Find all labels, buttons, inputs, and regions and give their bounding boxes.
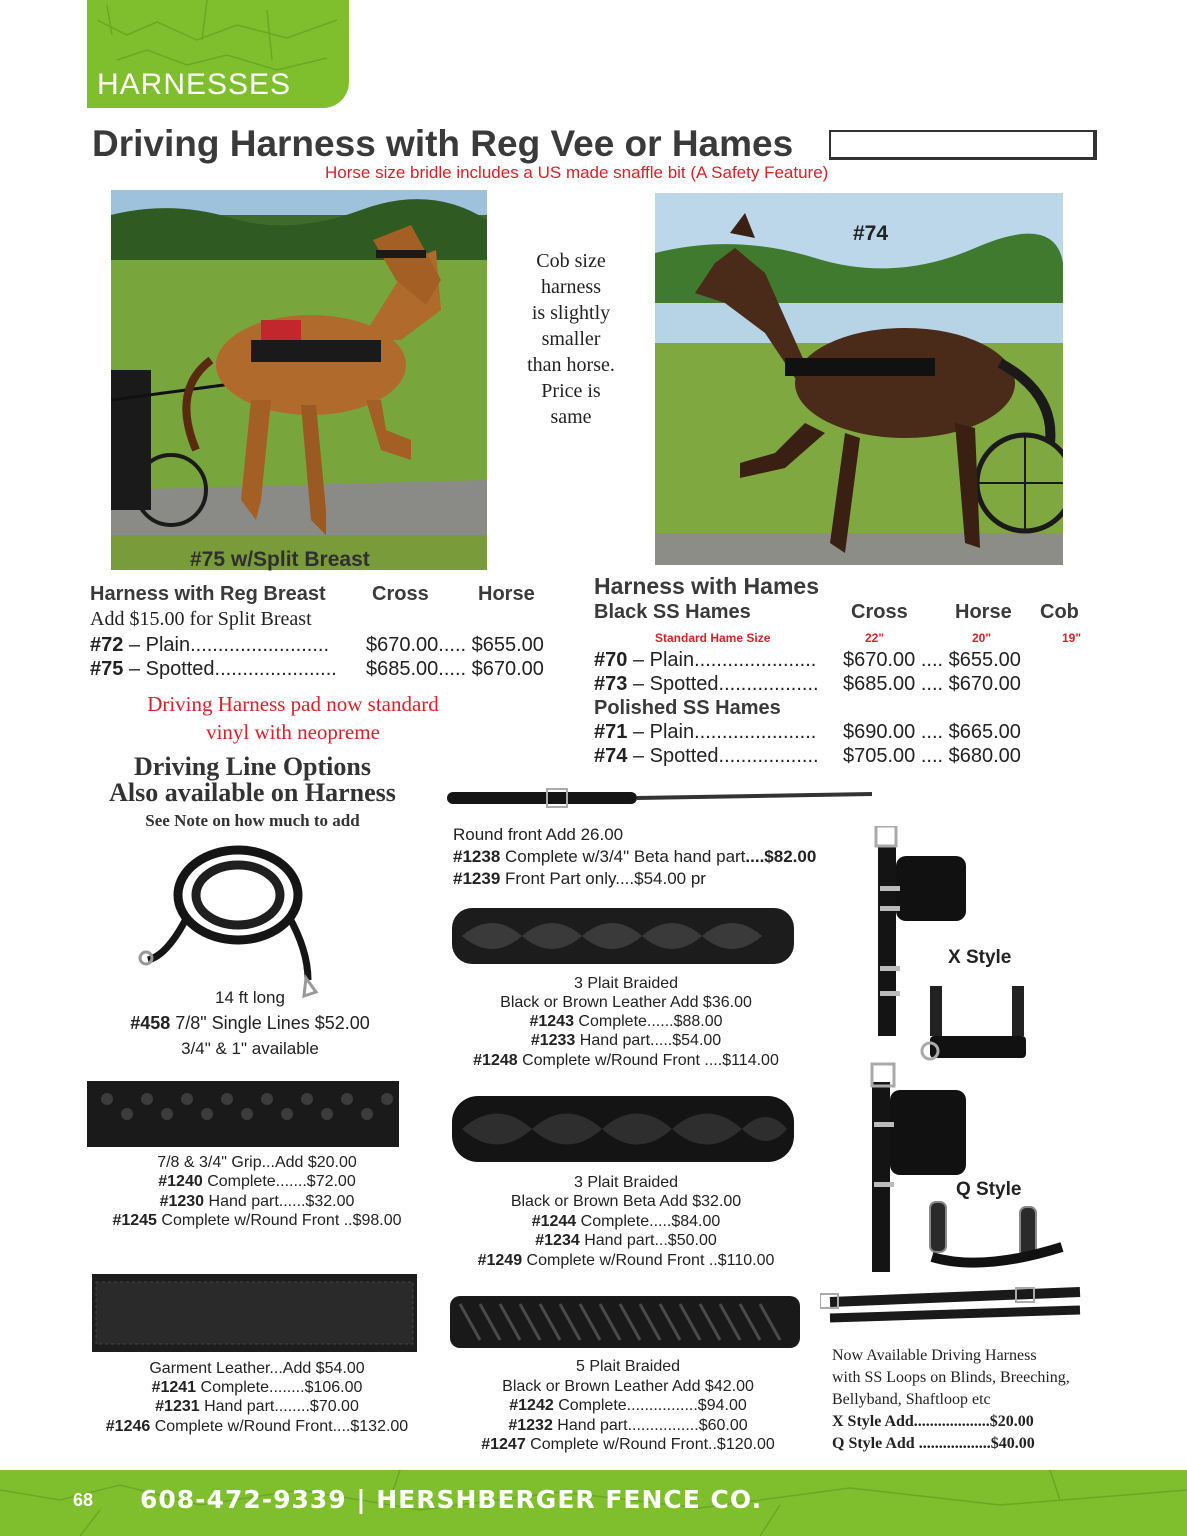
q-style-add-price: Q Style Add ..................$40.00 xyxy=(832,1435,1035,1452)
item-desc: – Plain...................... xyxy=(627,721,817,743)
item-number: #1233 xyxy=(530,1032,576,1049)
page-title: Driving Harness with Reg Vee or Hames xyxy=(92,123,794,164)
ss-loops-note xyxy=(832,1345,1070,1455)
item-desc: Complete w/Round Front....$132.00 xyxy=(150,1418,409,1435)
braid-leather-title: 3 Plait Braided xyxy=(573,975,679,992)
ss-loops-line: with SS Loops on Blinds, Breeching, xyxy=(832,1369,1070,1386)
item-number: #1244 xyxy=(531,1213,577,1230)
title-box xyxy=(829,130,1097,160)
braid-3-beta-image xyxy=(452,1090,794,1168)
line-options-subtitle: Also available on Harness xyxy=(109,778,396,807)
item-desc: – Spotted...................... xyxy=(123,658,337,680)
item-prices: $685.00..... $670.00 xyxy=(366,658,544,680)
item-number: #1249 xyxy=(477,1252,523,1269)
polished-hames-subheading: Polished SS Hames xyxy=(594,697,781,719)
item-row xyxy=(452,1013,800,1031)
item-row xyxy=(87,1398,427,1416)
item-number: #72 xyxy=(90,634,124,656)
item-number: #1243 xyxy=(529,1013,574,1030)
item-number: #1245 xyxy=(112,1212,157,1229)
grip-rein-image xyxy=(87,1079,399,1149)
item-number: #1238 xyxy=(453,847,501,866)
category-label: HARNESSES xyxy=(97,68,292,101)
hame-size-horse: 20" xyxy=(972,631,992,645)
item-desc: Hand part........$70.00 xyxy=(199,1398,359,1415)
braid5-sub: Black or Brown Leather Add $42.00 xyxy=(502,1378,754,1395)
item-desc: – Spotted.................. xyxy=(627,745,819,767)
item-number: #1239 xyxy=(453,869,501,888)
item-row xyxy=(87,1379,427,1397)
item-desc: Hand part.....$54.00 xyxy=(575,1032,722,1049)
item-desc: Complete.....$84.00 xyxy=(576,1213,721,1230)
item-number: #1247 xyxy=(481,1436,526,1453)
item-prices: $670.00..... $655.00 xyxy=(366,634,544,656)
item-row xyxy=(87,1212,427,1230)
reg-breast-heading: Harness with Reg Breast xyxy=(90,583,326,605)
garment-leather-image xyxy=(92,1274,417,1352)
item-number: #1234 xyxy=(535,1232,580,1249)
item-number: #73 xyxy=(594,673,628,695)
ss-loops-line: Bellyband, Shaftloop etc xyxy=(832,1391,991,1408)
item-row xyxy=(87,1173,427,1191)
page-subtitle: Horse size bridle includes a US made snaffle bit (A Safety Feature) xyxy=(325,163,829,182)
item-desc: Front Part only....$54.00 pr xyxy=(500,869,706,888)
item-desc: Complete................$94.00 xyxy=(553,1397,747,1414)
line-options-heading xyxy=(80,754,425,806)
x-style-add-price: X Style Add...................$20.00 xyxy=(832,1413,1034,1430)
item-row xyxy=(452,1252,800,1270)
item-row xyxy=(452,1213,800,1231)
line-options-note: See Note on how much to add xyxy=(145,811,360,830)
item-desc: Hand part................$60.00 xyxy=(552,1417,748,1434)
ss-loop-strap-image xyxy=(820,1284,1090,1334)
horse-photo-75 xyxy=(111,190,487,570)
item-price: ....$82.00 xyxy=(745,847,817,866)
item-number: #1230 xyxy=(159,1193,205,1210)
item-desc: Hand part...$50.00 xyxy=(579,1232,717,1249)
item-prices: $670.00 .... $655.00 xyxy=(843,649,1021,671)
braid-3-leather-image xyxy=(452,900,794,972)
cob-note-line: Cob size xyxy=(536,250,606,272)
item-number: #1231 xyxy=(155,1398,200,1415)
item-desc: Hand part......$32.00 xyxy=(204,1193,355,1210)
item-desc: Complete w/Round Front..$120.00 xyxy=(525,1436,775,1453)
item-number: #70 xyxy=(594,649,628,671)
category-tab xyxy=(87,0,349,108)
item-desc: Complete w/Round Front ....$114.00 xyxy=(517,1052,779,1069)
braid5-title: 5 Plait Braided xyxy=(575,1358,681,1375)
cob-note-line: smaller xyxy=(541,328,601,350)
item-desc: – Plain......................... xyxy=(123,634,329,656)
q-style-image xyxy=(862,1062,1072,1282)
q-style-label: Q Style xyxy=(956,1179,1022,1200)
item-number: #1246 xyxy=(105,1418,151,1435)
photo-caption-74: #74 xyxy=(853,222,889,245)
ss-loops-line: Now Available Driving Harness xyxy=(832,1347,1037,1364)
item-desc: Complete w/Round Front ..$110.00 xyxy=(522,1252,775,1269)
single-lines-image xyxy=(128,840,338,1000)
item-number: #1242 xyxy=(509,1397,554,1414)
item-desc: Complete........$106.00 xyxy=(196,1379,363,1396)
price-row-74 xyxy=(594,745,1021,768)
item-prices: $705.00 .... $680.00 xyxy=(843,745,1021,767)
item-row xyxy=(87,1193,427,1211)
cob-size-note xyxy=(510,248,632,430)
price-row-72 xyxy=(90,634,544,657)
cob-note-line: harness xyxy=(541,276,601,298)
item-number: #1232 xyxy=(508,1417,553,1434)
hames-col-cob: Cob xyxy=(1040,601,1079,623)
item-number: #1241 xyxy=(151,1379,197,1396)
round-front-1238 xyxy=(453,847,816,867)
braid-beta-sub: Black or Brown Beta Add $32.00 xyxy=(510,1193,742,1210)
item-row xyxy=(452,1052,800,1070)
item-number: #74 xyxy=(594,745,628,767)
braid-leather-sub: Black or Brown Leather Add $36.00 xyxy=(500,994,752,1011)
page-number: 68 xyxy=(73,1490,94,1510)
split-breast-note: Add $15.00 for Split Breast xyxy=(90,608,312,630)
item-number: #1240 xyxy=(158,1173,203,1190)
x-style-label: X Style xyxy=(948,947,1012,968)
braid-beta-title: 3 Plait Braided xyxy=(573,1174,679,1191)
item-desc: 7/8" Single Lines $52.00 xyxy=(170,1013,370,1033)
hame-size-cross: 22" xyxy=(865,631,885,645)
hames-heading: Harness with Hames xyxy=(594,573,819,599)
item-row xyxy=(87,1418,427,1436)
hames-col-cross: Cross xyxy=(851,601,908,623)
single-lines-availability: 3/4" & 1" available xyxy=(181,1039,319,1058)
item-row xyxy=(452,1232,800,1250)
round-front-image xyxy=(447,784,877,814)
item-row xyxy=(452,1417,804,1435)
item-desc: Complete.......$72.00 xyxy=(202,1173,356,1190)
black-hames-subheading: Black SS Hames xyxy=(594,601,751,623)
price-row-75 xyxy=(90,658,544,681)
horse-photo-74 xyxy=(655,193,1063,565)
price-row-70 xyxy=(594,649,1021,672)
item-number: #458 xyxy=(130,1013,171,1033)
item-row xyxy=(452,1397,804,1415)
item-number: #1248 xyxy=(473,1052,518,1069)
item-desc: Complete......$88.00 xyxy=(573,1013,723,1030)
round-front-add: Round front Add 26.00 xyxy=(453,825,624,844)
footer-contact: 608-472-9339 | HERSHBERGER FENCE CO. xyxy=(140,1485,763,1514)
single-lines-row xyxy=(100,1013,400,1034)
item-number: #71 xyxy=(594,721,628,743)
photo-caption-75: #75 w/Split Breast xyxy=(190,548,370,571)
hames-col-horse: Horse xyxy=(955,601,1012,623)
reg-breast-col-cross: Cross xyxy=(372,583,429,605)
pad-note-line: Driving Harness pad now standard xyxy=(147,692,439,716)
single-lines-length: 14 ft long xyxy=(215,988,285,1007)
item-row xyxy=(452,1436,804,1454)
item-prices: $685.00 .... $670.00 xyxy=(843,673,1021,695)
item-number: #75 xyxy=(90,658,124,680)
item-row xyxy=(452,1032,800,1050)
garment-title: Garment Leather...Add $54.00 xyxy=(149,1360,365,1377)
braid-5-image xyxy=(450,1294,800,1350)
pad-note-line: vinyl with neopreme xyxy=(206,720,380,744)
item-desc: Complete w/Round Front ..$98.00 xyxy=(156,1212,402,1229)
cob-note-line: is slightly xyxy=(531,302,611,324)
item-prices: $690.00 .... $665.00 xyxy=(843,721,1021,743)
grip-title: 7/8 & 3/4" Grip...Add $20.00 xyxy=(157,1154,357,1171)
pad-note xyxy=(100,690,486,746)
item-desc: – Spotted.................. xyxy=(627,673,819,695)
hame-size-cob: 19" xyxy=(1062,631,1082,645)
reg-breast-col-horse: Horse xyxy=(478,583,535,605)
hame-size-label: Standard Hame Size xyxy=(655,631,771,645)
line-options-title: Driving Line Options xyxy=(134,752,371,781)
price-row-73 xyxy=(594,673,1021,696)
cob-note-line: than horse. xyxy=(527,354,615,376)
round-front-1239 xyxy=(453,869,706,889)
cob-note-line: Price is xyxy=(541,380,601,402)
cob-note-line: same xyxy=(550,406,592,428)
price-row-71 xyxy=(594,721,1021,744)
item-desc: – Plain...................... xyxy=(627,649,817,671)
item-desc: Complete w/3/4" Beta hand part xyxy=(500,847,746,866)
